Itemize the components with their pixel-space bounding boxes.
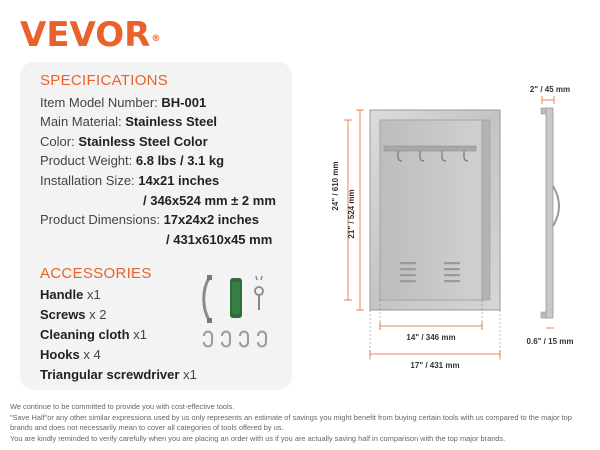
spec-weight: Product Weight: 6.8 lbs / 3.1 kg (40, 153, 225, 168)
cleaning-cloth-icon (230, 278, 242, 318)
side-handle (553, 186, 559, 226)
dim-width-outer: 17" / 431 mm (410, 361, 460, 370)
accessory-handle: Handle x1 (40, 287, 101, 302)
accessory-cleaning-cloth: Cleaning cloth x1 (40, 327, 147, 342)
side-profile (546, 108, 553, 318)
brand-logo: VEVOR® (20, 15, 161, 55)
accessory-hooks: Hooks x 4 (40, 347, 101, 362)
dim-height-outer: 24" / 610 mm (331, 161, 340, 211)
accessory-screws: Screws x 2 (40, 307, 107, 322)
dim-depth: 2" / 45 mm (529, 85, 571, 94)
dim-height-inner: 21" / 524 mm (347, 189, 356, 239)
accessory-screwdriver: Triangular screwdriver x1 (40, 367, 197, 382)
handle-icon (204, 275, 212, 323)
accessory-illustrations (196, 270, 281, 355)
dim-flange: 0.6" / 15 mm (526, 337, 574, 346)
spec-dimensions-mm: / 431x610x45 mm (166, 232, 273, 247)
hook-rail (384, 146, 476, 151)
spec-color: Color: Stainless Steel Color (40, 134, 208, 149)
disclaimer: We continue to be committed to provide you with cost-effective tools. "Save Half"or any other similar expressions used by us only represents an estimate of savings you might benefit from buying certain tools with us compared to the major top brands and does not necessarily mean to cover all categories of tools offered by us. You are kindly reminded to verify carefully when you are placing an order with us if you are actually saving half in comparison with the top major brands. (10, 402, 572, 443)
hooks-icon (204, 332, 266, 347)
dim-width-inner: 14" / 346 mm (406, 333, 456, 342)
door-diagram (298, 78, 598, 378)
spec-material: Main Material: Stainless Steel (40, 114, 218, 129)
spec-install-size: Installation Size: 14x21 inches (40, 173, 220, 188)
screws-icon (256, 276, 262, 280)
accessories-title: ACCESSORIES (40, 265, 152, 282)
spec-dimensions: Product Dimensions: 17x24x2 inches (40, 212, 259, 227)
spec-install-size-mm: / 346x524 mm ± 2 mm (143, 193, 276, 208)
screwdriver-icon (255, 287, 263, 310)
specifications-title: SPECIFICATIONS (40, 72, 169, 89)
spec-item-model: Item Model Number: BH-001 (40, 95, 207, 110)
